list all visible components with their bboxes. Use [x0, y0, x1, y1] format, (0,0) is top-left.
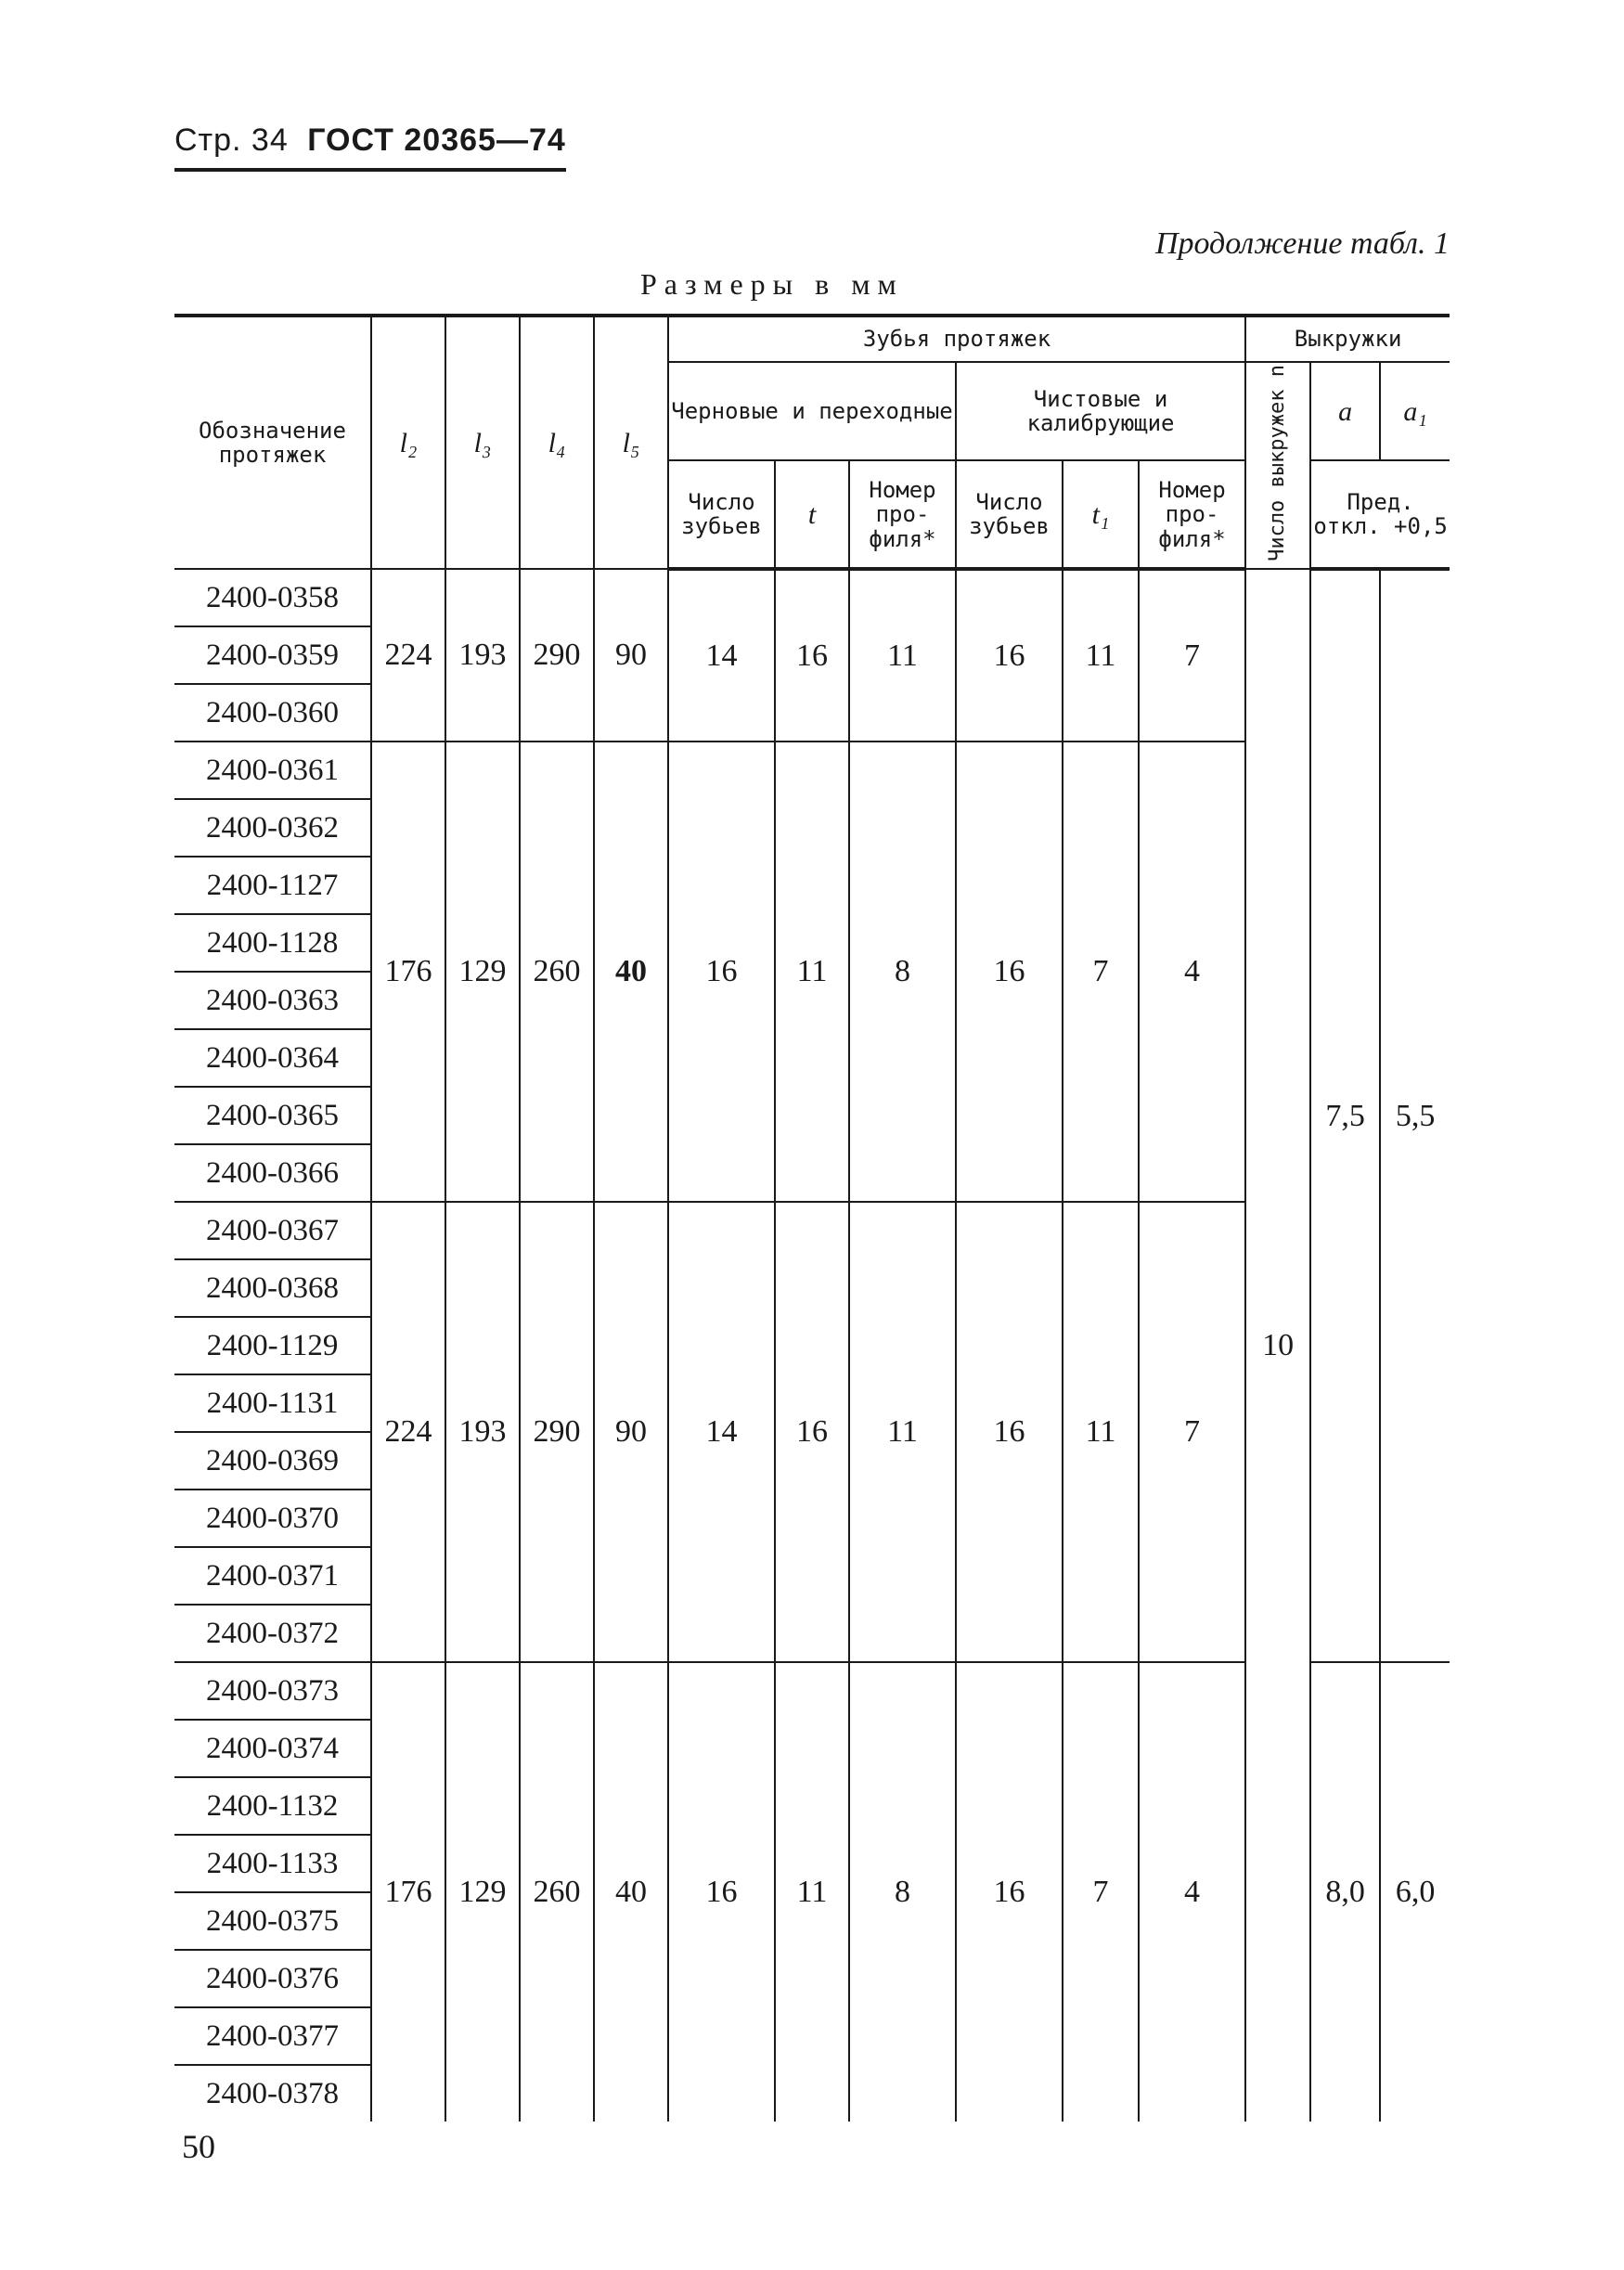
- a-cell: 8,0: [1310, 1662, 1380, 2122]
- header-t1: t₁: [1063, 460, 1139, 569]
- finish-profile-cell: 4: [1139, 1662, 1245, 2122]
- page-label: Стр. 34: [174, 123, 289, 158]
- broach-dimensions-table: [174, 314, 1450, 2122]
- l4-cell: 260: [520, 1662, 594, 2122]
- designation-cell: 2400-0365: [174, 1087, 371, 1144]
- header-l2: l₂: [371, 316, 445, 569]
- groove-count-cell: 10: [1245, 569, 1310, 2122]
- l2-cell: 224: [371, 1202, 445, 1662]
- finish-teeth-cell: 16: [956, 1662, 1063, 2122]
- designation-cell: 2400-1132: [174, 1777, 371, 1835]
- finish-teeth-cell: 16: [956, 569, 1063, 742]
- finish-profile-cell: 4: [1139, 742, 1245, 1202]
- designation-cell: 2400-0361: [174, 742, 371, 799]
- finish-profile-cell: 7: [1139, 569, 1245, 742]
- table-row: [174, 569, 1450, 626]
- rough-teeth-cell: 16: [668, 742, 775, 1202]
- designation-cell: 2400-0375: [174, 1892, 371, 1950]
- finish-teeth-cell: 16: [956, 742, 1063, 1202]
- t1-cell: 7: [1063, 1662, 1139, 2122]
- a1-cell: 5,5: [1380, 569, 1450, 1662]
- designation-cell: 2400-1128: [174, 914, 371, 972]
- t-cell: 16: [775, 569, 849, 742]
- header-groove-count: Число выкружек n: [1245, 362, 1310, 569]
- page-number: 50: [182, 2128, 215, 2165]
- header-t: t: [775, 460, 849, 569]
- designation-cell: 2400-0364: [174, 1029, 371, 1087]
- designation-cell: 2400-0358: [174, 569, 371, 626]
- header-rough-teeth-count: Число зубьев: [668, 460, 775, 569]
- designation-cell: 2400-0366: [174, 1144, 371, 1202]
- designation-cell: 2400-1133: [174, 1835, 371, 1892]
- l4-cell: 290: [520, 1202, 594, 1662]
- l3-cell: 129: [445, 1662, 520, 2122]
- header-teeth: Зубья протяжек: [668, 316, 1245, 362]
- a1-cell: 6,0: [1380, 1662, 1450, 2122]
- designation-cell: 2400-0376: [174, 1950, 371, 2007]
- designation-cell: 2400-0367: [174, 1202, 371, 1259]
- header-finish-teeth-count: Число зубьев: [956, 460, 1063, 569]
- header-rough: Черновые и переходные: [668, 362, 956, 460]
- header-a: a: [1310, 362, 1380, 460]
- t-cell: 11: [775, 742, 849, 1202]
- designation-cell: 2400-1131: [174, 1374, 371, 1432]
- units-caption: Размеры в мм: [640, 267, 904, 301]
- t1-cell: 7: [1063, 742, 1139, 1202]
- header-l4: l₄: [520, 316, 594, 569]
- designation-cell: 2400-0370: [174, 1490, 371, 1547]
- rough-teeth-cell: 14: [668, 569, 775, 742]
- designation-cell: 2400-0377: [174, 2007, 371, 2065]
- designation-cell: 2400-1127: [174, 857, 371, 914]
- l5-cell: 40: [594, 1662, 668, 2122]
- l2-cell: 176: [371, 1662, 445, 2122]
- rough-profile-cell: 11: [849, 1202, 956, 1662]
- designation-cell: 2400-0368: [174, 1259, 371, 1317]
- l4-cell: 260: [520, 742, 594, 1202]
- designation-cell: 2400-0363: [174, 972, 371, 1029]
- l5-cell: 90: [594, 569, 668, 742]
- header-grooves: Выкружки: [1245, 316, 1450, 362]
- designation-cell: 2400-0378: [206, 2076, 339, 2110]
- l2-cell: 176: [371, 742, 445, 1202]
- designation-cell: 2400-0369: [174, 1432, 371, 1490]
- table-continuation-note: Продолжение табл. 1: [1154, 226, 1450, 261]
- designation-cell: 2400-0362: [174, 799, 371, 857]
- l3-cell: 129: [445, 742, 520, 1202]
- l3-cell: 193: [445, 1202, 520, 1662]
- designation-cell: 2400-0371: [174, 1547, 371, 1605]
- rough-profile-cell: 8: [849, 742, 956, 1202]
- l2-cell: 224: [371, 569, 445, 742]
- page-header: [174, 123, 566, 172]
- header-finish: Чистовые и калибрующие: [956, 362, 1245, 460]
- header-finish-profile: Номер про-филя*: [1139, 460, 1245, 569]
- t-cell: 16: [775, 1202, 849, 1662]
- l5-cell: 40: [594, 742, 668, 1202]
- designation-cell: 2400-0372: [174, 1605, 371, 1662]
- t1-cell: 11: [1063, 1202, 1139, 1662]
- rough-profile-cell: 8: [849, 1662, 956, 2122]
- a-cell: 7,5: [1310, 569, 1380, 1662]
- designation-cell: 2400-0373: [174, 1662, 371, 1720]
- l5-cell: 90: [594, 1202, 668, 1662]
- designation-cell: 2400-0359: [174, 626, 371, 684]
- finish-teeth-cell: 16: [956, 1202, 1063, 1662]
- designation-cell: 2400-1129: [174, 1317, 371, 1374]
- rough-teeth-cell: 14: [668, 1202, 775, 1662]
- l3-cell: 193: [445, 569, 520, 742]
- header-designation: Обозначение протяжек: [174, 316, 371, 569]
- t1-cell: 11: [1063, 569, 1139, 742]
- header-l5: l₅: [594, 316, 668, 569]
- header-rough-profile: Номер про-филя*: [849, 460, 956, 569]
- l4-cell: 290: [520, 569, 594, 742]
- designation-cell: 2400-0374: [174, 1720, 371, 1777]
- standard-number: ГОСТ 20365—74: [307, 123, 566, 158]
- header-tolerance: Пред. откл. +0,5: [1310, 460, 1450, 569]
- finish-profile-cell: 7: [1139, 1202, 1245, 1662]
- header-l3: l₃: [445, 316, 520, 569]
- rough-profile-cell: 11: [849, 569, 956, 742]
- header-a1: a₁: [1380, 362, 1450, 460]
- rough-teeth-cell: 16: [668, 1662, 775, 2122]
- t-cell: 11: [775, 1662, 849, 2122]
- designation-cell: 2400-0360: [174, 684, 371, 742]
